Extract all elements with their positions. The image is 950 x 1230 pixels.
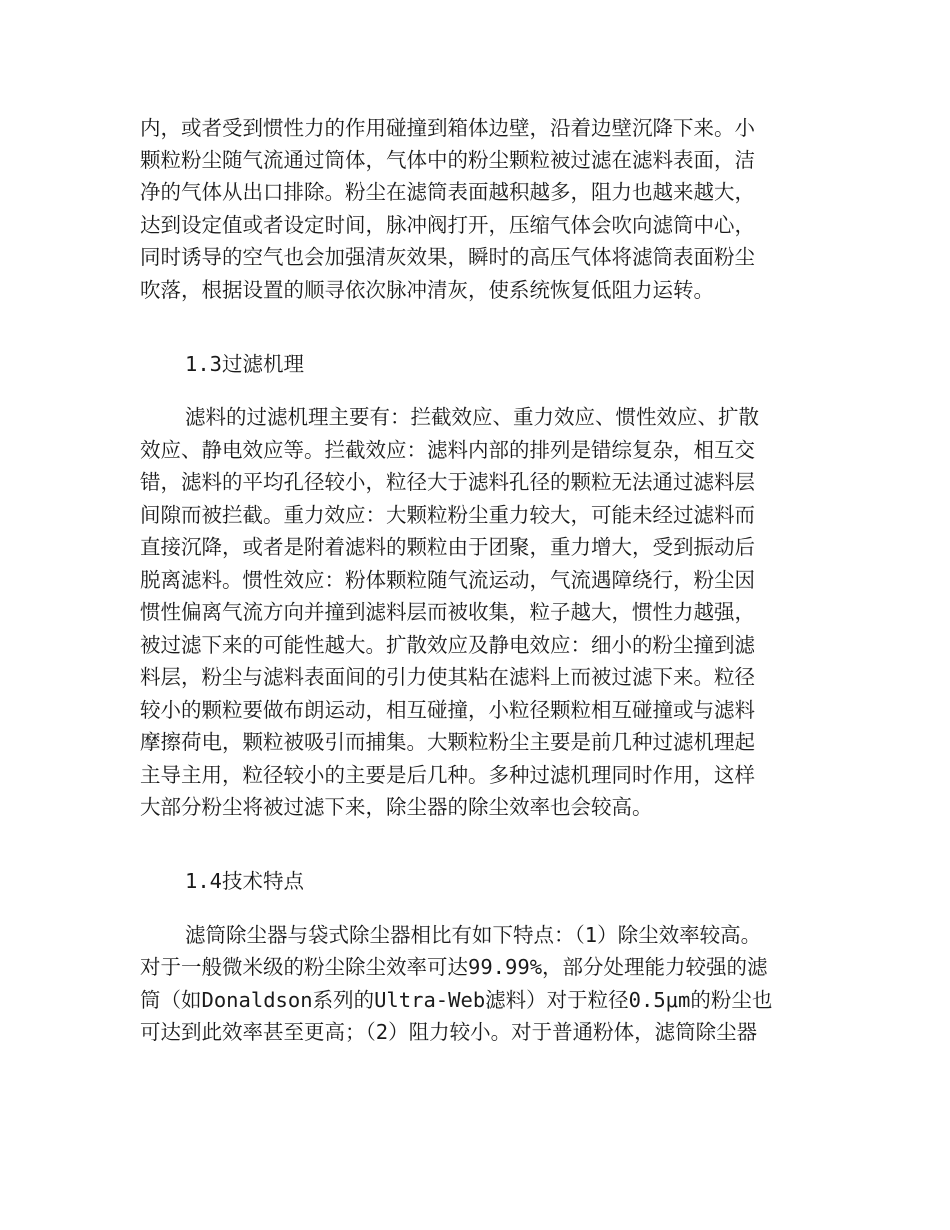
paragraph-2-line: 大部分粉尘将被过滤下来，除尘器的除尘效率也会较高。 <box>140 795 653 819</box>
paragraph-2-line: 直接沉降，或者是附着滤料的颗粒由于团聚，重力增大，受到振动后 <box>140 535 755 559</box>
paragraph-2-line: 脱离滤料。惯性效应：粉体颗粒随气流运动，气流遇障绕行，粉尘因 <box>140 568 755 592</box>
paragraph-2-line: 主导主用，粒径较小的主要是后几种。多种过滤机理同时作用，这样 <box>140 763 755 787</box>
paragraph-2-line: 料层，粉尘与滤料表面间的引力使其粘在滤料上而被过滤下来。粒径 <box>140 665 755 689</box>
section-heading-1-3: 1.3过滤机理 <box>185 352 305 376</box>
paragraph-3-line: 可达到此效率甚至更高；（2）阻力较小。对于普通粉体，滤筒除尘器 <box>140 1020 758 1044</box>
paragraph-3-line: 筒（如Donaldson系列的Ultra-Web滤料）对于粒径0.5μm的粉尘也 <box>140 988 773 1012</box>
paragraph-2-line: 效应、静电效应等。拦截效应：滤料内部的排列是错综复杂，相互交 <box>140 438 755 462</box>
paragraph-1-line: 颗粒粉尘随气流通过筒体，气体中的粉尘颗粒被过滤在滤料表面，洁 <box>140 148 755 172</box>
paragraph-2-line: 间隙而被拦截。重力效应：大颗粒粉尘重力较大，可能未经过滤料而 <box>140 503 755 527</box>
paragraph-2-line: 错，滤料的平均孔径较小，粒径大于滤料孔径的颗粒无法通过滤料层 <box>140 470 755 494</box>
section-heading-1-4: 1.4技术特点 <box>185 869 305 893</box>
paragraph-2-line: 惯性偏离气流方向并撞到滤料层而被收集，粒子越大，惯性力越强， <box>140 600 755 624</box>
paragraph-2-line: 滤料的过滤机理主要有：拦截效应、重力效应、惯性效应、扩散 <box>185 405 759 429</box>
paragraph-1-line: 净的气体从出口排除。粉尘在滤筒表面越积越多，阻力也越来越大， <box>140 180 755 204</box>
paragraph-2-line: 较小的颗粒要做布朗运动，相互碰撞，小粒径颗粒相互碰撞或与滤料 <box>140 698 755 722</box>
paragraph-3-line: 对于一般微米级的粉尘除尘效率可达99.99%，部分处理能力较强的滤 <box>140 955 768 979</box>
paragraph-1-line: 内，或者受到惯性力的作用碰撞到箱体边壁，沿着边壁沉降下来。小 <box>140 116 755 140</box>
paragraph-2-line: 摩擦荷电，颗粒被吸引而捕集。大颗粒粉尘主要是前几种过滤机理起 <box>140 730 755 754</box>
paragraph-2-line: 被过滤下来的可能性越大。扩散效应及静电效应：细小的粉尘撞到滤 <box>140 633 755 657</box>
paragraph-1-line: 同时诱导的空气也会加强清灰效果，瞬时的高压气体将滤筒表面粉尘 <box>140 245 755 269</box>
paragraph-1-line: 吹落，根据设置的顺寻依次脉冲清灰，使系统恢复低阻力运转。 <box>140 278 714 302</box>
paragraph-3-line: 滤筒除尘器与袋式除尘器相比有如下特点：（1）除尘效率较高。 <box>185 923 762 947</box>
paragraph-1-line: 达到设定值或者设定时间，脉冲阀打开，压缩气体会吹向滤筒中心， <box>140 213 755 237</box>
